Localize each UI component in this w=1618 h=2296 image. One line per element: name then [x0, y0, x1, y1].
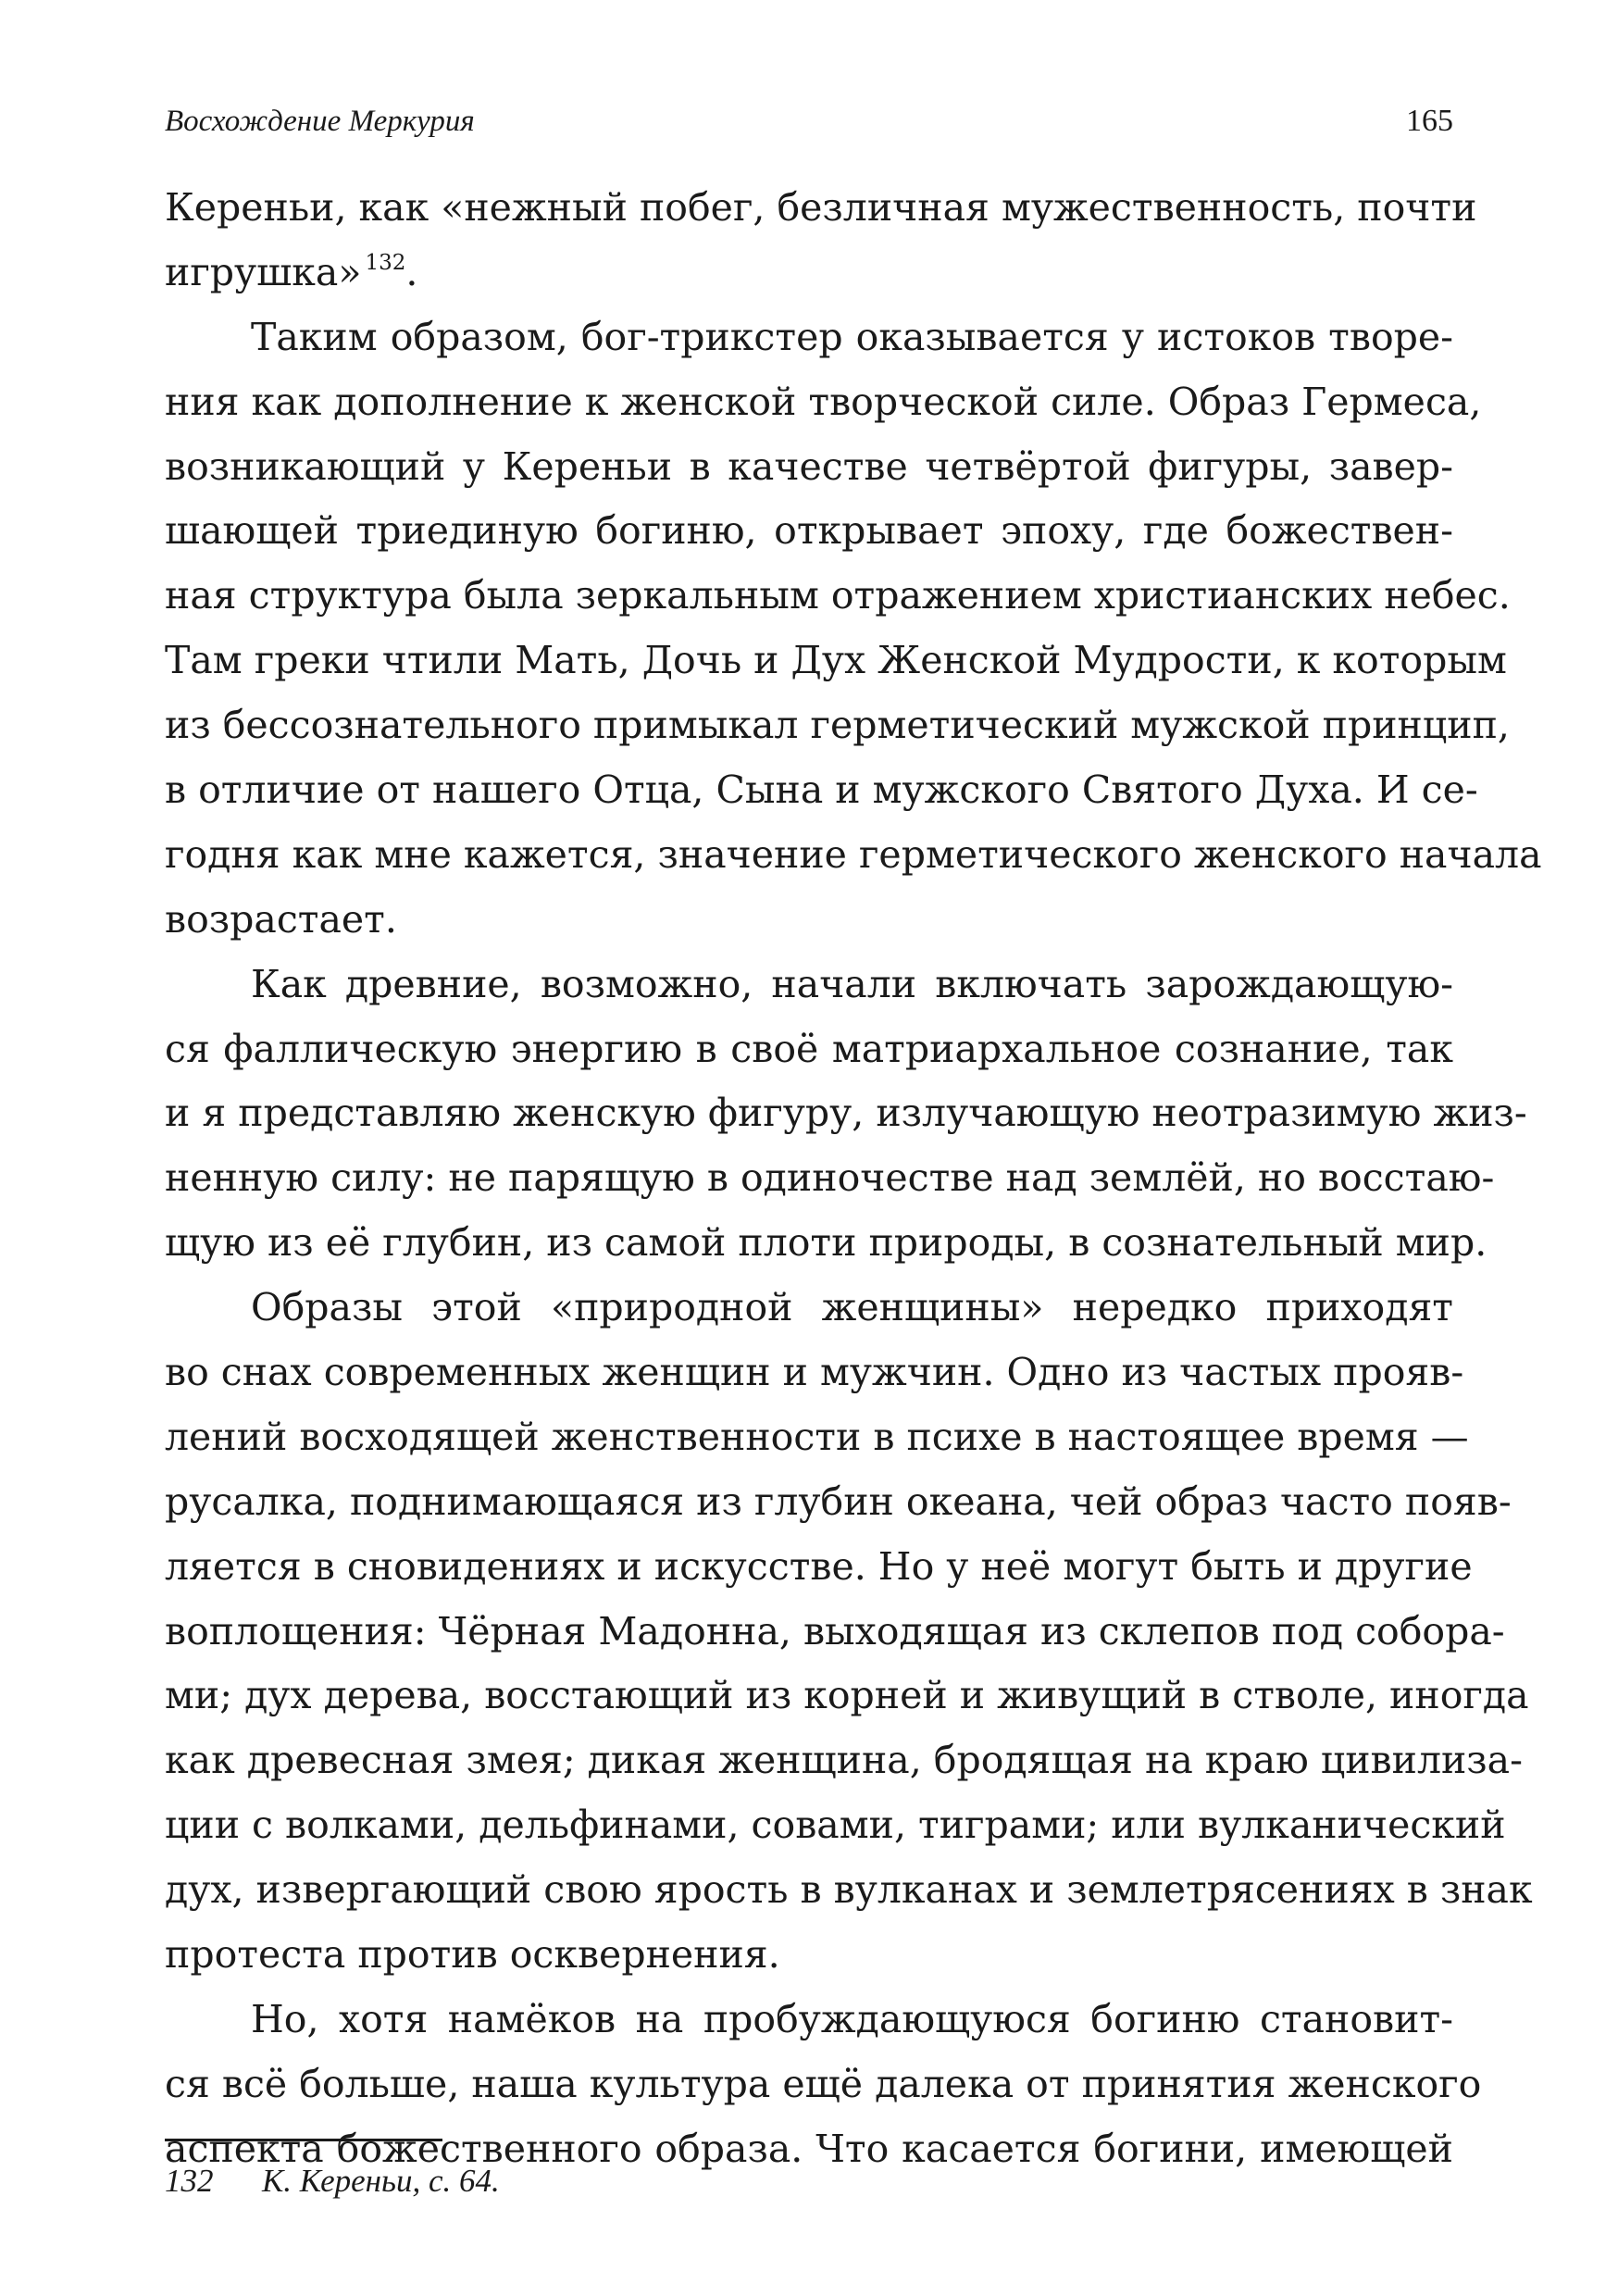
text-line [165, 2053, 1482, 2117]
text-line-trailing: . [405, 249, 418, 294]
text-line-content: во снах современных женщин и мужчин. Одно из частых прояв- [165, 1350, 1464, 1395]
text-line [165, 499, 1453, 564]
text-line-content: ния как дополнение к женской творческой силе. Образ Гермеса, [165, 379, 1482, 424]
text-line-content: и я представляю женскую фигуру, излучающую неотразимую жиз- [165, 1091, 1527, 1136]
text-line [165, 1146, 1495, 1211]
text-line [165, 1017, 1453, 1082]
running-head [165, 104, 1453, 150]
text-line [165, 1276, 1453, 1341]
text-line-content: Там греки чтили Мать, Дочь и Дух Женской Мудрости, к которым [165, 638, 1507, 683]
text-line-content: ции с волками, дельфинами, совами, тиграми; или вулканический [165, 1803, 1506, 1848]
text-line [165, 1405, 1469, 1470]
text-line-content: ляется в сновидениях и искусстве. Но у неё могут быть и другие [165, 1543, 1473, 1589]
footnote-reference[interactable]: 132 [365, 250, 406, 275]
text-line-content: ся всё больше, наша культура ещё далека от принятия женского [165, 2061, 1482, 2106]
footnote-number: 132 [165, 2163, 214, 2199]
text-line-content: в отличие от нашего Отца, Сына и мужского Святого Духа. И се- [165, 767, 1478, 813]
text-line-content: воплощения: Чёрная Мадонна, выходящая из склепов под собора- [165, 1608, 1505, 1653]
text-line [165, 1988, 1453, 2053]
text-line-content: игрушка» [165, 249, 362, 294]
text-line-content: лений восходящей женственности в психе в настоящее время — [165, 1414, 1469, 1459]
body-text [165, 176, 1542, 2182]
footnote [165, 2163, 500, 2200]
text-line-content: русалка, поднимающаяся из глубин океана, чей образ часто появ- [165, 1479, 1512, 1524]
footnote-text: К. Кереньи, с. 64. [262, 2163, 500, 2199]
text-line-content: аспекта божественного образа. Что касается богини, имеющей [165, 2126, 1453, 2171]
running-head-title: Восхождение Меркурия [165, 105, 475, 138]
text-line [165, 1664, 1529, 1728]
text-line-content: из бессознательного примыкал герметический мужской принцип, [165, 703, 1510, 748]
text-line-content: годня как мне кажется, значение герметического женского начала [165, 831, 1542, 877]
text-line-content: как древесная змея; дикая женщина, бродящая на краю цивилиза- [165, 1738, 1523, 1783]
text-line-content: Образы этой «природной женщины» нередко приходят [251, 1285, 1453, 1330]
text-line-content: щую из её глубин, из самой плоти природы, в сознательный мир. [165, 1220, 1487, 1266]
text-line-content: Кереньи, как «нежный побег, безличная мужественность, почти [165, 185, 1477, 230]
text-line [165, 953, 1453, 1017]
text-line [165, 758, 1478, 823]
text-line [165, 1535, 1473, 1600]
text-line [165, 823, 1542, 888]
text-line [165, 1211, 1487, 1276]
text-line-content: дух, извергающий свою ярость в вулканах и землетрясениях в знак [165, 1867, 1533, 1913]
text-line [165, 435, 1453, 500]
text-line [165, 306, 1453, 370]
page-number: 165 [1406, 104, 1453, 138]
text-line-content: ная структура была зеркальным отражением христианских небес. [165, 573, 1511, 618]
text-line [165, 564, 1511, 629]
text-line-content: ся фаллическую энергию в своё матриархальное сознание, так [165, 1026, 1453, 1071]
text-line-content: Как древние, возможно, начали включать зарождающую- [251, 961, 1453, 1006]
footnote-rule [165, 2139, 442, 2141]
text-line-content: Но, хотя намёков на пробуждающуюся богиню становит- [251, 1996, 1453, 2041]
text-line [165, 176, 1477, 241]
text-line [165, 1600, 1505, 1665]
text-line [165, 629, 1507, 693]
text-line [165, 1858, 1533, 1923]
text-line [165, 1728, 1523, 1793]
text-line-content: возникающий у Кереньи в качестве четвёртой фигуры, завер- [165, 443, 1453, 489]
text-line-content: ненную силу: не парящую в одиночестве над землёй, но восстаю- [165, 1155, 1495, 1201]
text-line-content: шающей триединую богиню, открывает эпоху, где божествен- [165, 508, 1453, 554]
text-line-content: ми; дух дерева, восстающий из корней и живущий в стволе, иногда [165, 1673, 1529, 1718]
text-line [165, 1341, 1464, 1405]
text-line [165, 1793, 1506, 1858]
text-line [165, 370, 1482, 435]
text-line-content: возрастает. [165, 896, 397, 942]
text-line [165, 1923, 1453, 1988]
text-line-content: Таким образом, бог-трикстер оказывается у истоков творе- [251, 314, 1453, 359]
text-line [165, 1470, 1512, 1535]
text-line [165, 1081, 1527, 1146]
text-line [165, 241, 1453, 306]
text-line [165, 888, 1453, 953]
text-line [165, 693, 1510, 758]
text-line-content: протеста против осквернения. [165, 1932, 780, 1978]
